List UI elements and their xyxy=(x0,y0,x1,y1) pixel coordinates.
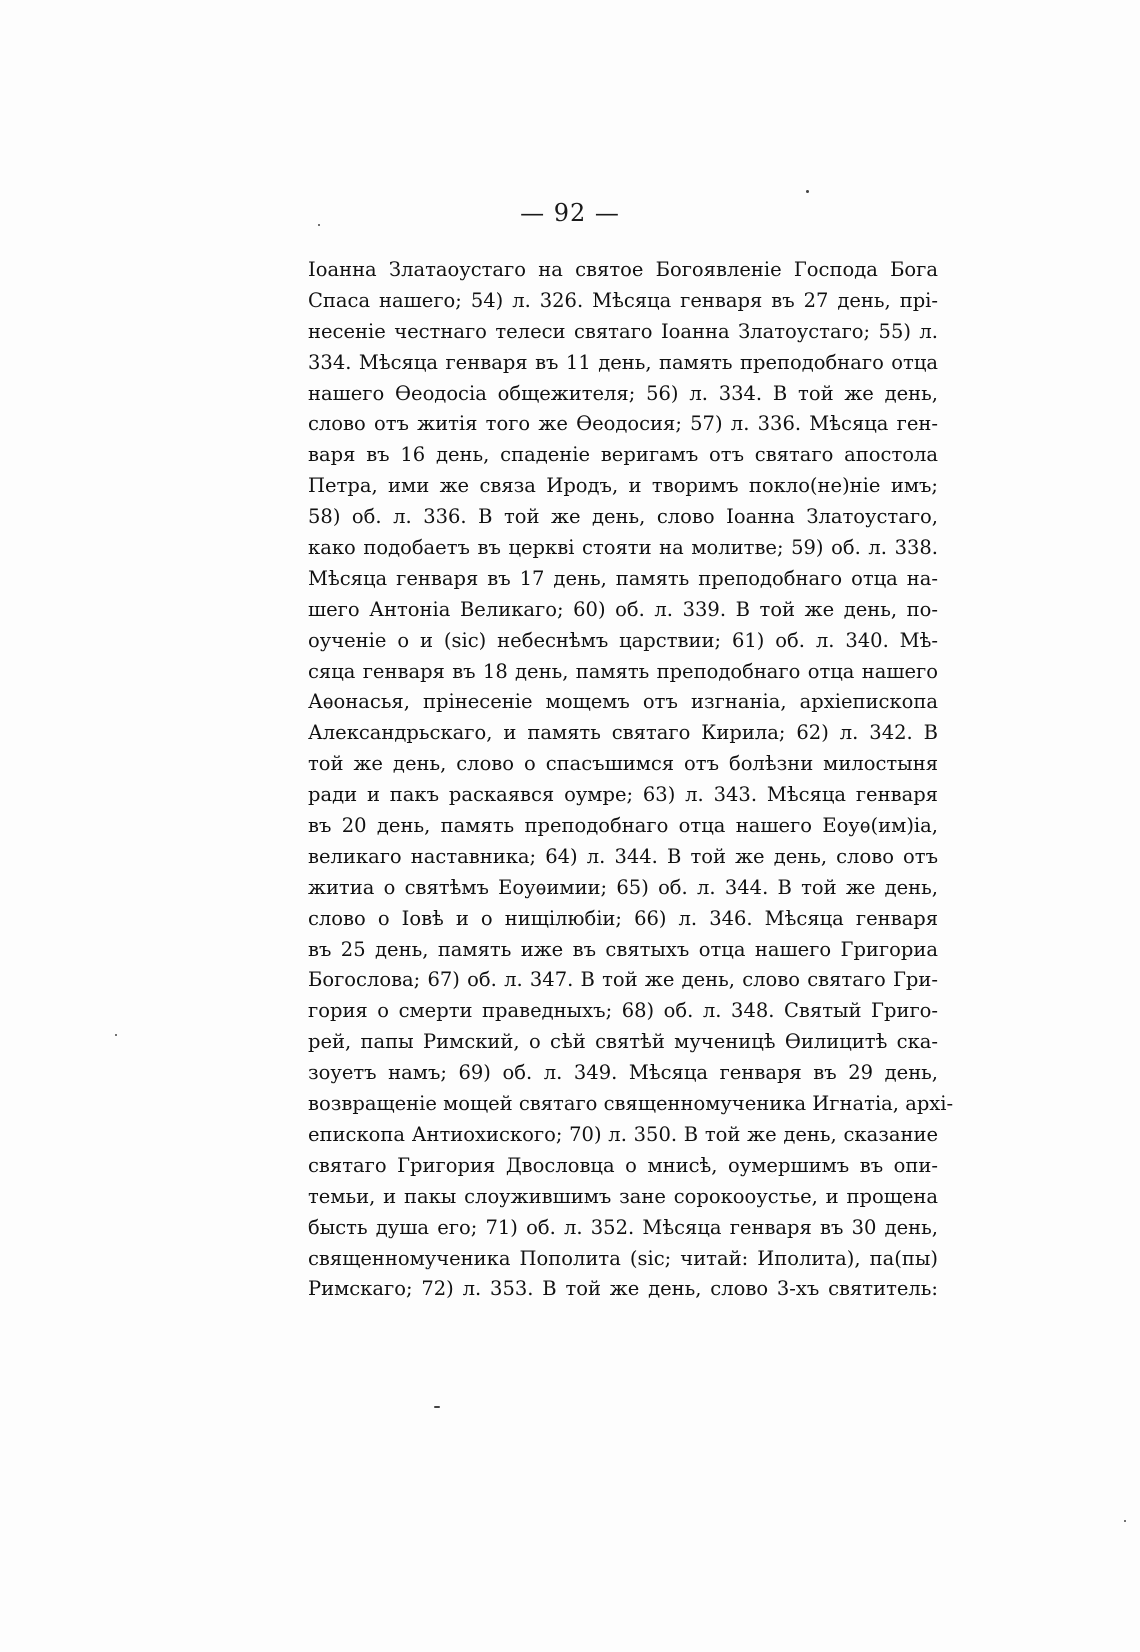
scan-speck xyxy=(434,1406,440,1408)
text-line: ради и пакъ раскаявся оумре; 63) л. 343. Мѣсяца генваря xyxy=(308,783,938,807)
text-block xyxy=(308,255,954,1305)
text-line: Аѳонасья, прінесеніе мощемъ отъ изгнаніа, архіепископа xyxy=(308,690,938,714)
text-line: несеніе честнаго телеси святаго Іоанна Златоустаго; 55) л. xyxy=(308,319,938,343)
text-line: священномученика Пополита (sic; читай: Иполита), па(пы) xyxy=(308,1246,938,1270)
text-line: 58) об. л. 336. В той же день, слово Іоанна Златоустаго, xyxy=(308,505,938,529)
text-line: Спаса нашего; 54) л. 326. Мѣсяца генваря въ 27 день, прі- xyxy=(308,288,938,312)
text-line: великаго наставника; 64) л. 344. В той же день, слово отъ xyxy=(308,844,938,868)
text-line: темьи, и пакы слоужившимъ зане сорокооустье, и прощена xyxy=(308,1184,938,1208)
text-line: Римскаго; 72) л. 353. В той же день, слово 3-хъ святитель: xyxy=(308,1277,938,1301)
text-line: той же день, слово о спасъшимся отъ болѣзни милостыня xyxy=(308,752,938,776)
text-line: гория о смерти праведныхъ; 68) об. л. 348. Святый Григо- xyxy=(308,999,938,1023)
scan-speck xyxy=(318,224,320,226)
text-line: Петра, ими же связа Иродъ, и творимъ покло(не)ніе имъ; xyxy=(308,474,938,498)
text-line: Мѣсяца генваря въ 17 день, память преподобнаго отца на- xyxy=(308,566,938,590)
text-line: слово отъ житія того же Ѳеодосия; 57) л. 336. Мѣсяца ген- xyxy=(308,412,938,436)
text-line: возвращеніе мощей святаго священномученика Игнатіа, архі- xyxy=(308,1092,954,1116)
text-line: слово о Іовѣ и о нищілюбіи; 66) л. 346. Мѣсяца генваря xyxy=(308,906,938,930)
scan-speck xyxy=(115,1034,117,1036)
text-line: 334. Мѣсяца генваря въ 11 день, память преподобнаго отца xyxy=(308,350,938,374)
scan-speck xyxy=(806,190,809,193)
text-line: епископа Антиохиского; 70) л. 350. В той же день, сказание xyxy=(308,1122,938,1146)
text-line: бысть душа его; 71) об. л. 352. Мѣсяца генваря въ 30 день, xyxy=(308,1215,938,1239)
text-line: Іоанна Златаоустаго на святое Богоявленіе Господа Бога xyxy=(308,258,938,281)
text-line: житиа о святѣмъ Еоуѳимии; 65) об. л. 344. В той же день, xyxy=(308,875,938,899)
text-line: како подобаетъ въ церкві стояти на молитве; 59) об. л. 338. xyxy=(308,536,938,560)
scan-speck xyxy=(1124,1520,1126,1522)
text-line: Богослова; 67) об. л. 347. В той же день, слово святаго Гри- xyxy=(308,968,938,992)
text-line: сяца генваря въ 18 день, память преподобнаго отца нашего xyxy=(308,659,938,683)
page-number: — 92 — xyxy=(520,199,620,227)
text-line: въ 25 день, память иже въ святыхъ отца нашего Григориа xyxy=(308,937,938,961)
text-line: святаго Григория Двословца о мнисѣ, оумершимъ въ опи- xyxy=(308,1153,938,1177)
text-line: варя въ 16 день, спаденіе веригамъ отъ святаго апостола xyxy=(308,443,938,467)
text-line: оученіе о и (sic) небеснѣмъ царствии; 61) об. л. 340. Мѣ- xyxy=(308,628,938,652)
text-line: зоуетъ намъ; 69) об. л. 349. Мѣсяца генваря въ 29 день, xyxy=(308,1061,938,1085)
text-line: Александрьскаго, и память святаго Кирила; 62) л. 342. В xyxy=(308,721,938,745)
text-line: въ 20 день, память преподобнаго отца нашего Еоуѳ(им)іа, xyxy=(308,814,938,838)
text-line: рей, папы Римский, о сѣй святѣй мученицѣ Ѳилицитѣ ска- xyxy=(308,1030,938,1054)
text-line: шего Антоніа Великаго; 60) об. л. 339. В той же день, по- xyxy=(308,597,938,621)
text-line: нашего Ѳеодосіа общежителя; 56) л. 334. В той же день, xyxy=(308,381,938,405)
